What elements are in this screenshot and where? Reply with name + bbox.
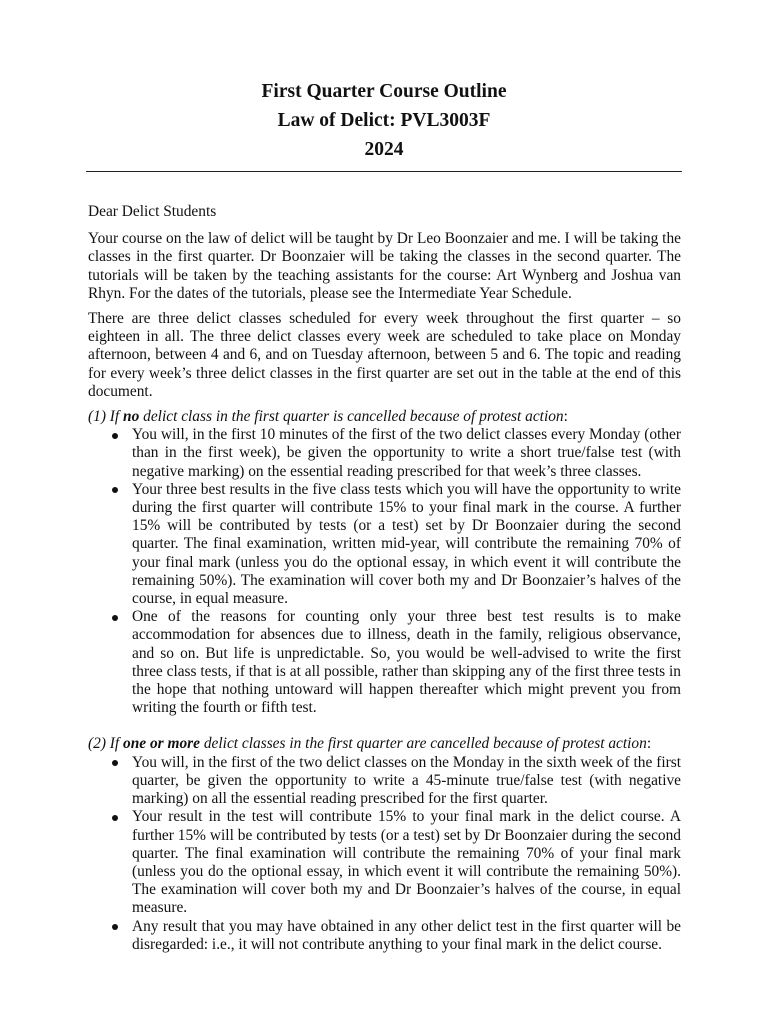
scenario-1-heading bbox=[88, 408, 681, 426]
scenario-2-emphasis: one or more bbox=[123, 735, 201, 753]
bullet-icon bbox=[112, 433, 118, 439]
scenario-1-emphasis: no bbox=[123, 408, 140, 426]
scenario-2-list bbox=[88, 754, 681, 954]
paragraph-intro: Your course on the law of delict will be taught by Dr Leo Boonzaier and me. I will be taking the classes in the first quarter. Dr Boonzaier will be taking the classes in the second quarter. The tutorials will be taken by the teaching assistants for the course: Art Wynberg and Joshua van Rhyn. For the dates of the tutorials, please see the Intermediate Year Schedule. bbox=[88, 230, 681, 302]
salutation: Dear Delict Students bbox=[88, 203, 217, 220]
scenario-2-prefix: (2) If bbox=[88, 735, 124, 753]
list-item bbox=[88, 918, 681, 954]
list-item-text: Your result in the test will contribute 15% to your final mark in the delict course. A further 15% will be contributed by tests (or a test) set by Dr Boonzaier during the second quarter. The final examination will contribute the remaining 70% of your final mark (unless you do the optional essay, in which event it will contribute the remaining 50%). The examination will cover both my and Dr Boonzaier’s halves of the course, in equal measure. bbox=[132, 808, 681, 917]
scenario-1-list bbox=[88, 426, 681, 717]
document-header bbox=[86, 80, 682, 167]
bullet-icon bbox=[112, 760, 118, 766]
scenario-2-heading bbox=[88, 735, 681, 753]
list-item-text: Any result that you may have obtained in any other delict test in the first quarter will be disregarded: i.e., it will not contribute anything to your final mark in the delict course. bbox=[132, 917, 681, 953]
paragraph-schedule: There are three delict classes scheduled for every week throughout the first quarter – so eighteen in all. The three delict classes every week are scheduled to take place on Monday afternoon, between 4 and 6, and on Tuesday afternoon, between 5 and 6. The topic and reading for every week’s three delict classes in the first quarter are set out in the table at the end of this document. bbox=[88, 310, 681, 400]
list-item bbox=[88, 808, 681, 917]
list-item-text: You will, in the first 10 minutes of the first of the two delict classes every Monday (other than in the first week), be given the opportunity to write a short true/false test (with negative marking) on the essential reading prescribed for that week’s three classes. bbox=[132, 426, 681, 480]
list-item-text: Your three best results in the five class tests which you will have the opportunity to write during the first quarter will contribute 15% to your final mark in the course. A further 15% will be contributed by tests (or a test) set by Dr Boonzaier during the second quarter. The final examination, written mid-year, will contribute the remaining 70% of your final mark (unless you do the optional essay, in which event it will contribute the remaining 50%). The examination will cover both my and Dr Boonzaier’s halves of the course, in equal measure. bbox=[132, 480, 681, 608]
document-title: First Quarter Course Outline bbox=[261, 81, 507, 102]
section-spacer bbox=[88, 717, 681, 735]
scenario-1-colon: : bbox=[563, 408, 568, 426]
document-body bbox=[88, 203, 681, 954]
header-divider bbox=[86, 171, 682, 172]
scenario-2-colon: : bbox=[646, 735, 652, 753]
bullet-icon bbox=[112, 924, 118, 930]
scenario-1-suffix: delict class in the first quarter is cancelled because of protest action bbox=[139, 408, 564, 426]
bullet-icon bbox=[112, 487, 118, 493]
scenario-1-prefix: (1) If bbox=[88, 408, 124, 426]
year-heading: 2024 bbox=[364, 139, 404, 160]
bullet-icon bbox=[112, 815, 118, 821]
list-item-text: One of the reasons for counting only your three best test results is to make accommodation for absences due to illness, death in the family, religious observance, and so on. But life is unpredictable. So, you would be well-advised to write the first three class tests, if that is at all possible, rather than skipping any of the first three tests in the hope that nothing untoward will happen thereafter which might prevent you from writing the fourth or fifth test. bbox=[132, 608, 681, 717]
list-item bbox=[88, 754, 681, 809]
list-item bbox=[88, 608, 681, 717]
list-item bbox=[88, 426, 681, 481]
bullet-icon bbox=[112, 615, 118, 621]
scenario-2-suffix: delict classes in the first quarter are cancelled because of protest action bbox=[200, 735, 647, 753]
course-code-heading: Law of Delict: PVL3003F bbox=[277, 110, 491, 131]
list-item-text: You will, in the first of the two delict classes on the Monday in the sixth week of the first quarter, be given the opportunity to write a 45-minute true/false test (with negative marking) on all the essential reading prescribed for the first quarter. bbox=[132, 753, 681, 808]
list-item bbox=[88, 481, 681, 608]
